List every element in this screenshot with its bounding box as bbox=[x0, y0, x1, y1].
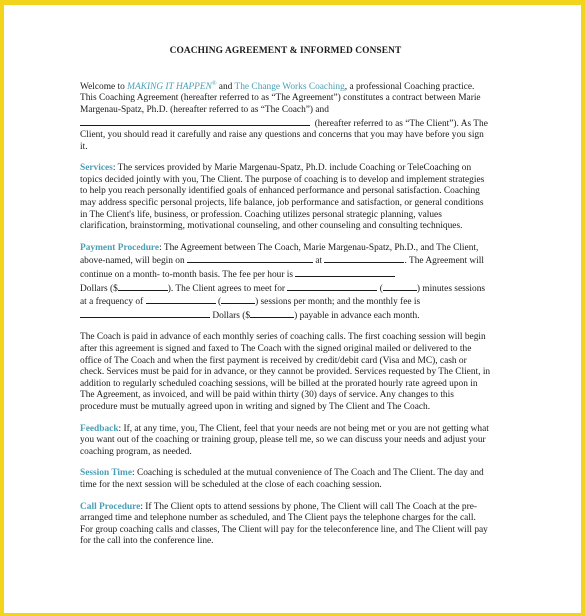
frequency-number-blank[interactable] bbox=[221, 295, 255, 304]
call-procedure-paragraph bbox=[80, 502, 491, 548]
intro-welcome: Welcome to bbox=[80, 81, 125, 92]
monthly-fee-amount-blank[interactable] bbox=[250, 309, 294, 318]
services-heading: Services bbox=[80, 163, 113, 174]
intro-text-2: (hereafter referred to as “The Client”). As The Client, you should read it carefully and raise any questions and concerns that you may have before you sign it. bbox=[80, 118, 488, 152]
frequency-words-blank[interactable] bbox=[146, 295, 216, 304]
payment-heading: Payment Procedure bbox=[80, 242, 160, 253]
call-procedure-heading: Call Procedure bbox=[80, 501, 141, 512]
start-time-blank[interactable] bbox=[324, 254, 404, 263]
start-date-blank[interactable] bbox=[187, 254, 313, 263]
document-page bbox=[80, 46, 491, 558]
registered-mark: ® bbox=[211, 80, 217, 87]
payment-text-8: ( bbox=[217, 297, 222, 308]
payment-text-3: . The Agreement will continue on a month- to-month basis. The fee per hour is bbox=[80, 256, 484, 281]
intro-paragraph bbox=[80, 79, 491, 154]
call-procedure-text: : If The Client opts to attend sessions by phone, The Client will call The Coach at the pre-arranged time and telephone number as scheduled, and The Client pays the telephone charges for the call. For group coaching calls and classes, The Client will pay for the teleconference line, and The Client will pay for the call into the conference line. bbox=[80, 501, 488, 547]
payment-text-5: ). The Client agrees to meet for bbox=[167, 283, 285, 294]
session-time-text: : Coaching is scheduled at the mutual convenience of The Coach and The Client. The day and time for the next session will be scheduled at the close of each coaching session. bbox=[80, 468, 484, 490]
intro-and: and bbox=[218, 81, 233, 92]
fee-amount-blank[interactable] bbox=[118, 282, 168, 291]
intro-text-1: , a professional Coaching practice. This Coaching Agreement (hereafter referred to as “The Agreement”) constitutes a contract between Marie Margenau-Spatz, Ph.D. (hereafter referred to as “The Coach”) and bbox=[80, 81, 481, 115]
fee-words-blank[interactable] bbox=[295, 268, 395, 277]
client-name-blank[interactable] bbox=[80, 117, 310, 126]
payment-paragraph bbox=[80, 243, 491, 323]
payment-text-7: ) minutes sessions at a frequency of bbox=[80, 283, 486, 308]
session-time-paragraph bbox=[80, 468, 491, 491]
session-time-heading: Session Time bbox=[80, 468, 133, 479]
payment-text-6: ( bbox=[379, 283, 383, 294]
document-title: COACHING AGREEMENT & INFORMED CONSENT bbox=[169, 46, 402, 56]
minutes-words-blank[interactable] bbox=[287, 282, 377, 291]
org-change-works: The Change Works Coaching bbox=[234, 81, 345, 92]
feedback-heading: Feedback bbox=[80, 423, 119, 434]
payment-text-11: ) payable in advance each month. bbox=[294, 310, 420, 321]
payment-text-9: ) sessions per month; and the monthly fee is bbox=[255, 297, 421, 308]
payment-text-10: Dollars ($ bbox=[212, 310, 251, 321]
org-making-it-happen: MAKING IT HAPPEN bbox=[127, 81, 212, 92]
payment-text-4: Dollars ($ bbox=[80, 283, 118, 294]
payment-text-1: : The Agreement between The Coach, Marie Margenau-Spatz, Ph.D., and The Client, above-named, will begin on bbox=[80, 242, 479, 267]
monthly-fee-words-blank[interactable] bbox=[80, 309, 210, 318]
services-paragraph bbox=[80, 163, 491, 233]
services-text: : The services provided by Marie Margenau-Spatz, Ph.D. include Coaching or TeleCoaching on topics decided jointly with you, The Client. The purpose of coaching is to develop and implement strategies to help you reach personally identified goals of enhanced performance and personal satisfaction. Coaching may address specific personal projects, life balance, job performance and satisfaction, or general conditions in The Client's life, business, or profession. Coaching utilizes personal strategic planning, values clarification, brainstorming, motivational counseling, and other counseling and consulting techniques. bbox=[80, 163, 485, 232]
minutes-number-blank[interactable] bbox=[383, 282, 417, 291]
coach-paid-paragraph: The Coach is paid in advance of each monthly series of coaching calls. The first coaching session will begin after this agreement is signed and faxed to The Coach with the signed original mailed or delivered to the office of The Coach and when the first payment is received by credit/debit card (Visa and MC), cash or check. Services must be paid for in advance, or they cannot be provided. Services requested by The Client, in addition to regularly scheduled coaching sessions, will be billed at the prorated hourly rate agreed upon in The Agreement, as invoiced, and will be paid within thirty (30) days of service. Any changes to this procedure must be mutually agreed upon in writing and signed by The Client and The Coach. bbox=[80, 332, 491, 412]
feedback-paragraph bbox=[80, 424, 491, 459]
payment-text-2: at bbox=[315, 256, 323, 267]
feedback-text: : If, at any time, you, The Client, feel that your needs are not being met or you are not getting what you want out of the coaching or training group, please tell me, so we can discuss your needs and adjust your coaching program, as needed. bbox=[80, 423, 489, 457]
